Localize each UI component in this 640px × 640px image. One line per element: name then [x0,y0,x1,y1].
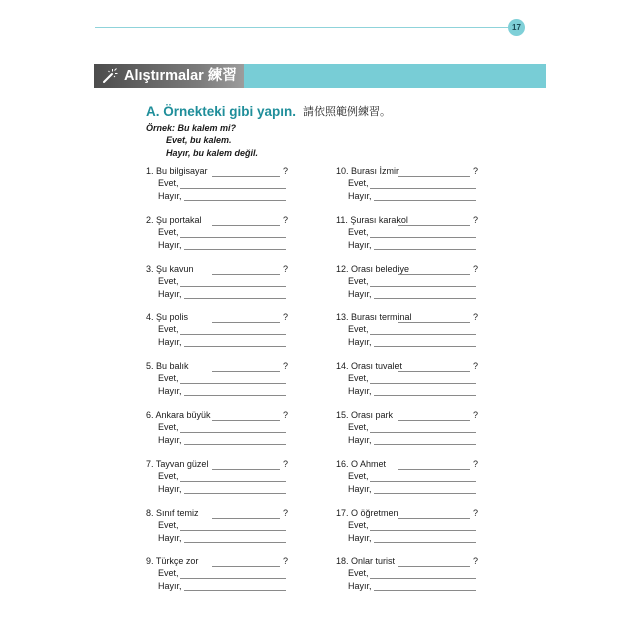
exercise-item [336,166,486,206]
exercise-prompt: Orası park [348,410,394,420]
exercise-number: 6. [146,410,154,420]
answer-blank-hayir[interactable] [374,444,476,445]
question-mark: ? [283,215,289,225]
evet-label: Evet, [348,324,369,334]
exercise-number: 1. [146,166,154,176]
example-line-3: Hayır, bu kalem değil. [166,148,259,158]
answer-blank-evet[interactable] [370,237,476,238]
question-mark: ? [283,508,289,518]
exercise-prompt: Bu balık [153,361,189,371]
answer-blank-question[interactable] [212,469,280,470]
hayir-label: Hayır, [158,386,182,396]
answer-blank-hayir[interactable] [184,542,286,543]
evet-label: Evet, [158,520,179,530]
exercise-prompt: O Ahmet [348,459,387,469]
answer-blank-evet[interactable] [370,530,476,531]
answer-blank-hayir[interactable] [374,249,476,250]
exercise-question [146,556,198,567]
exercise-banner [94,64,546,88]
exercise-question [146,166,208,177]
question-mark: ? [473,312,479,322]
exercise-number: 15. [336,410,349,420]
magic-wand-icon [101,67,119,85]
answer-blank-evet[interactable] [180,530,286,531]
hayir-label: Hayır, [348,435,372,445]
exercise-question [146,312,188,323]
evet-label: Evet, [348,227,369,237]
answer-blank-evet[interactable] [370,578,476,579]
exercise-item [146,459,296,499]
exercise-prompt: Şu polis [153,312,189,322]
exercise-number: 5. [146,361,154,371]
hayir-label: Hayır, [158,191,182,201]
exercise-item [146,410,296,450]
exercise-question [336,556,395,567]
answer-blank-hayir[interactable] [184,493,286,494]
answer-blank-question[interactable] [212,274,280,275]
evet-label: Evet, [158,227,179,237]
evet-label: Evet, [158,276,179,286]
exercise-item [336,459,486,499]
exercise-item [146,556,296,596]
question-mark: ? [473,215,479,225]
exercise-item [336,508,486,548]
hayir-label: Hayır, [348,533,372,543]
exercise-question [146,361,189,372]
evet-label: Evet, [158,373,179,383]
question-mark: ? [473,410,479,420]
exercise-number: 17. [336,508,349,518]
answer-blank-question[interactable] [212,322,280,323]
evet-label: Evet, [348,568,369,578]
exercise-prompt: Şurası karakol [347,215,408,225]
exercise-question [146,410,211,421]
exercise-number: 11. [336,215,348,225]
exercise-item [146,508,296,548]
exercise-item [336,361,486,401]
section-title-zh: 請依照範例練習。 [303,105,391,118]
exercise-prompt: Şu portakal [153,215,202,225]
exercise-prompt: Ankara büyük [153,410,211,420]
hayir-label: Hayır, [158,435,182,445]
section-title: A. Örnekteki gibi yapın. [146,104,297,119]
question-mark: ? [283,166,289,176]
hayir-label: Hayır, [348,289,372,299]
answer-blank-hayir[interactable] [184,395,286,396]
example-line-2: Evet, bu kalem. [166,135,232,145]
answer-blank-question[interactable] [398,225,470,226]
hayir-label: Hayır, [158,484,182,494]
answer-blank-hayir[interactable] [374,298,476,299]
exercise-question [146,459,208,470]
evet-label: Evet, [348,178,369,188]
evet-label: Evet, [158,324,179,334]
answer-blank-question[interactable] [212,176,280,177]
answer-blank-evet[interactable] [370,334,476,335]
exercise-number: 18. [336,556,349,566]
exercise-prompt: O öğretmen [348,508,399,518]
answer-blank-question[interactable] [398,371,470,372]
hayir-label: Hayır, [348,386,372,396]
evet-label: Evet, [158,178,179,188]
answer-blank-evet[interactable] [180,188,286,189]
question-mark: ? [473,508,479,518]
exercise-prompt: Sınıf temiz [153,508,199,518]
exercise-question [336,361,402,372]
exercise-number: 8. [146,508,154,518]
exercise-number: 7. [146,459,154,469]
question-mark: ? [473,556,479,566]
answer-blank-hayir[interactable] [184,590,286,591]
evet-label: Evet, [348,520,369,530]
answer-blank-question[interactable] [212,518,280,519]
answer-blank-question[interactable] [398,274,470,275]
answer-blank-question[interactable] [212,420,280,421]
answer-blank-question[interactable] [212,371,280,372]
answer-blank-evet[interactable] [180,383,286,384]
exercise-question [336,166,399,177]
answer-blank-evet[interactable] [180,432,286,433]
answer-blank-question[interactable] [398,322,470,323]
answer-blank-hayir[interactable] [184,346,286,347]
exercise-number: 16. [336,459,349,469]
question-mark: ? [473,459,479,469]
top-rule [95,27,508,28]
exercise-item [336,264,486,304]
hayir-label: Hayır, [348,337,372,347]
answer-blank-question[interactable] [398,176,470,177]
exercise-prompt: Türkçe zor [153,556,199,566]
hayir-label: Hayır, [158,337,182,347]
question-mark: ? [283,361,289,371]
answer-blank-question[interactable] [398,469,470,470]
question-mark: ? [473,264,479,274]
evet-label: Evet, [158,568,179,578]
exercise-item [146,215,296,255]
evet-label: Evet, [348,422,369,432]
answer-blank-hayir[interactable] [374,346,476,347]
exercise-question [336,508,399,519]
exercise-number: 10. [336,166,349,176]
evet-label: Evet, [348,276,369,286]
exercise-prompt: Orası belediye [348,264,410,274]
answer-blank-question[interactable] [212,566,280,567]
exercise-item [146,361,296,401]
exercise-prompt: Şu kavun [153,264,194,274]
hayir-label: Hayır, [348,484,372,494]
banner-title: Alıştırmalar 練習 [124,68,237,84]
exercise-item [146,312,296,352]
evet-label: Evet, [348,471,369,481]
hayir-label: Hayır, [158,533,182,543]
page-number: 17 [508,19,525,36]
evet-label: Evet, [158,422,179,432]
exercise-prompt: Tayvan güzel [153,459,209,469]
exercise-prompt: Orası tuvalet [348,361,403,371]
exercise-item [336,215,486,255]
answer-blank-evet[interactable] [370,383,476,384]
exercise-question [336,410,393,421]
question-mark: ? [283,556,289,566]
evet-label: Evet, [348,373,369,383]
answer-blank-hayir[interactable] [374,493,476,494]
question-mark: ? [473,361,479,371]
answer-blank-question[interactable] [398,518,470,519]
question-mark: ? [283,459,289,469]
hayir-label: Hayır, [158,581,182,591]
answer-blank-evet[interactable] [180,578,286,579]
answer-blank-evet[interactable] [180,237,286,238]
answer-blank-evet[interactable] [180,334,286,335]
exercise-number: 3. [146,264,154,274]
answer-blank-evet[interactable] [370,286,476,287]
answer-blank-evet[interactable] [370,432,476,433]
answer-blank-evet[interactable] [180,286,286,287]
exercise-question [146,508,199,519]
answer-blank-hayir[interactable] [374,395,476,396]
hayir-label: Hayır, [158,240,182,250]
answer-blank-question[interactable] [398,420,470,421]
exercise-prompt: Onlar turist [348,556,396,566]
exercise-number: 14. [336,361,349,371]
answer-blank-hayir[interactable] [374,542,476,543]
question-mark: ? [283,312,289,322]
answer-blank-hayir[interactable] [374,590,476,591]
answer-blank-evet[interactable] [370,188,476,189]
exercise-item [336,312,486,352]
exercise-item [336,556,486,596]
exercise-number: 2. [146,215,154,225]
answer-blank-hayir[interactable] [184,298,286,299]
example-line-1: Örnek: Bu kalem mi? [146,123,237,133]
hayir-label: Hayır, [348,240,372,250]
question-mark: ? [473,166,479,176]
answer-blank-hayir[interactable] [184,444,286,445]
hayir-label: Hayır, [348,191,372,201]
exercise-item [146,166,296,206]
exercise-item [146,264,296,304]
exercise-number: 13. [336,312,349,322]
exercise-question [336,459,386,470]
answer-blank-hayir[interactable] [184,200,286,201]
hayir-label: Hayır, [158,289,182,299]
answer-blank-hayir[interactable] [184,249,286,250]
exercise-question [146,264,194,275]
hayir-label: Hayır, [348,581,372,591]
exercise-prompt: Burası İzmir [348,166,400,176]
exercise-item [336,410,486,450]
answer-blank-question[interactable] [398,566,470,567]
question-mark: ? [283,410,289,420]
exercise-number: 12. [336,264,349,274]
question-mark: ? [283,264,289,274]
exercise-prompt: Burası terminal [348,312,412,322]
answer-blank-hayir[interactable] [374,200,476,201]
answer-blank-evet[interactable] [180,481,286,482]
answer-blank-question[interactable] [212,225,280,226]
evet-label: Evet, [158,471,179,481]
exercise-number: 4. [146,312,154,322]
exercise-prompt: Bu bilgisayar [153,166,208,176]
exercise-number: 9. [146,556,154,566]
exercise-question [146,215,202,226]
answer-blank-evet[interactable] [370,481,476,482]
